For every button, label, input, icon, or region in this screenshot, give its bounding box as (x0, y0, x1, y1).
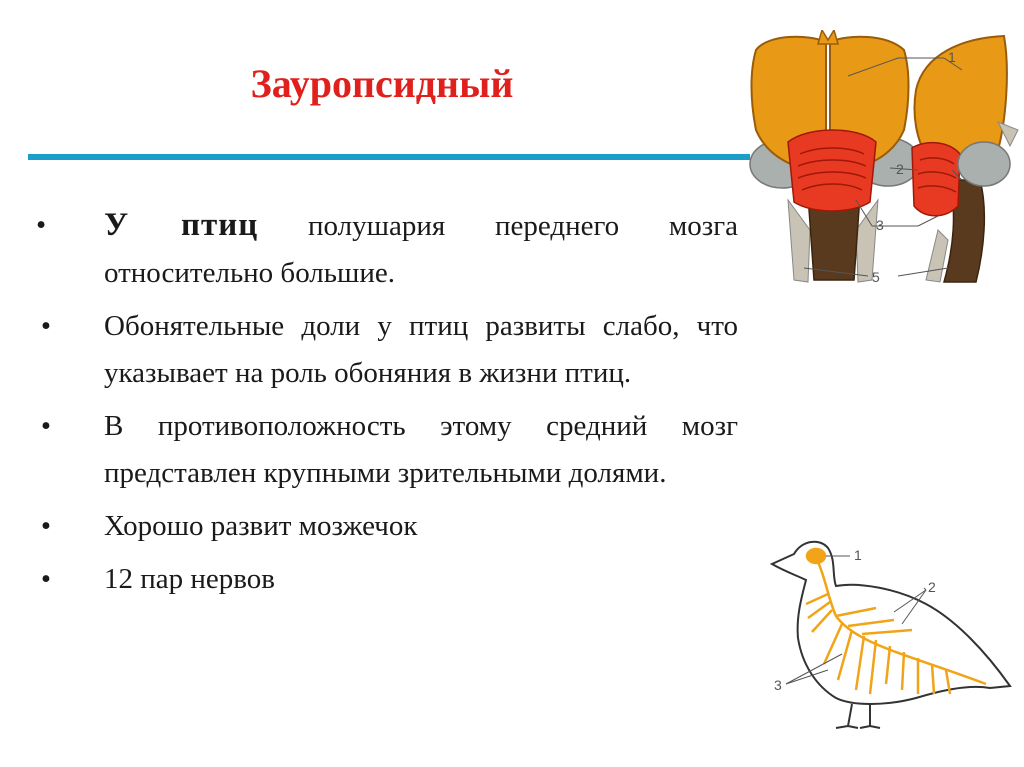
title-divider (28, 154, 750, 160)
bullet-dot: • (40, 510, 52, 542)
brain-dorsal-view (750, 30, 920, 282)
bullet-dot: • (40, 563, 52, 595)
bullet-item (36, 556, 738, 603)
bird-label-1: 1 (854, 547, 862, 563)
bullet-text: В противоположность этому средний мозг представлен крупными зрительными долями. (104, 410, 738, 489)
bullet-dot: • (36, 209, 47, 241)
bullet-text: Хорошо развит мозжечок (104, 510, 418, 542)
bullet-item (36, 303, 738, 397)
bullet-text: 12 пар нервов (104, 563, 275, 595)
bullet-text: полушария переднего мозга относительно большие. (104, 210, 738, 289)
brain-lateral-view (912, 36, 1018, 282)
bullet-item (36, 503, 738, 550)
brain-label-1: 1 (948, 49, 956, 65)
bullet-lead-text: У птиц (104, 207, 259, 243)
slide-title: Зауропсидный (250, 61, 514, 106)
brain-label-3: 3 (876, 217, 884, 233)
bullet-item (36, 202, 738, 297)
bullet-list (36, 202, 738, 609)
bird-nervous-system-illustration (766, 534, 1016, 734)
bullet-dot: • (40, 310, 52, 342)
bullet-item (36, 403, 738, 497)
bullet-dot: • (40, 410, 52, 442)
bird-label-2: 2 (928, 579, 936, 595)
brain-label-2: 2 (896, 161, 904, 177)
brain-label-5: 5 (872, 269, 880, 285)
bird-brain-illustration (748, 30, 1024, 288)
bullet-text: Обонятельные доли у птиц развиты слабо, что указывает на роль обоняния в жизни птиц. (104, 310, 738, 389)
bird-label-3: 3 (774, 677, 782, 693)
